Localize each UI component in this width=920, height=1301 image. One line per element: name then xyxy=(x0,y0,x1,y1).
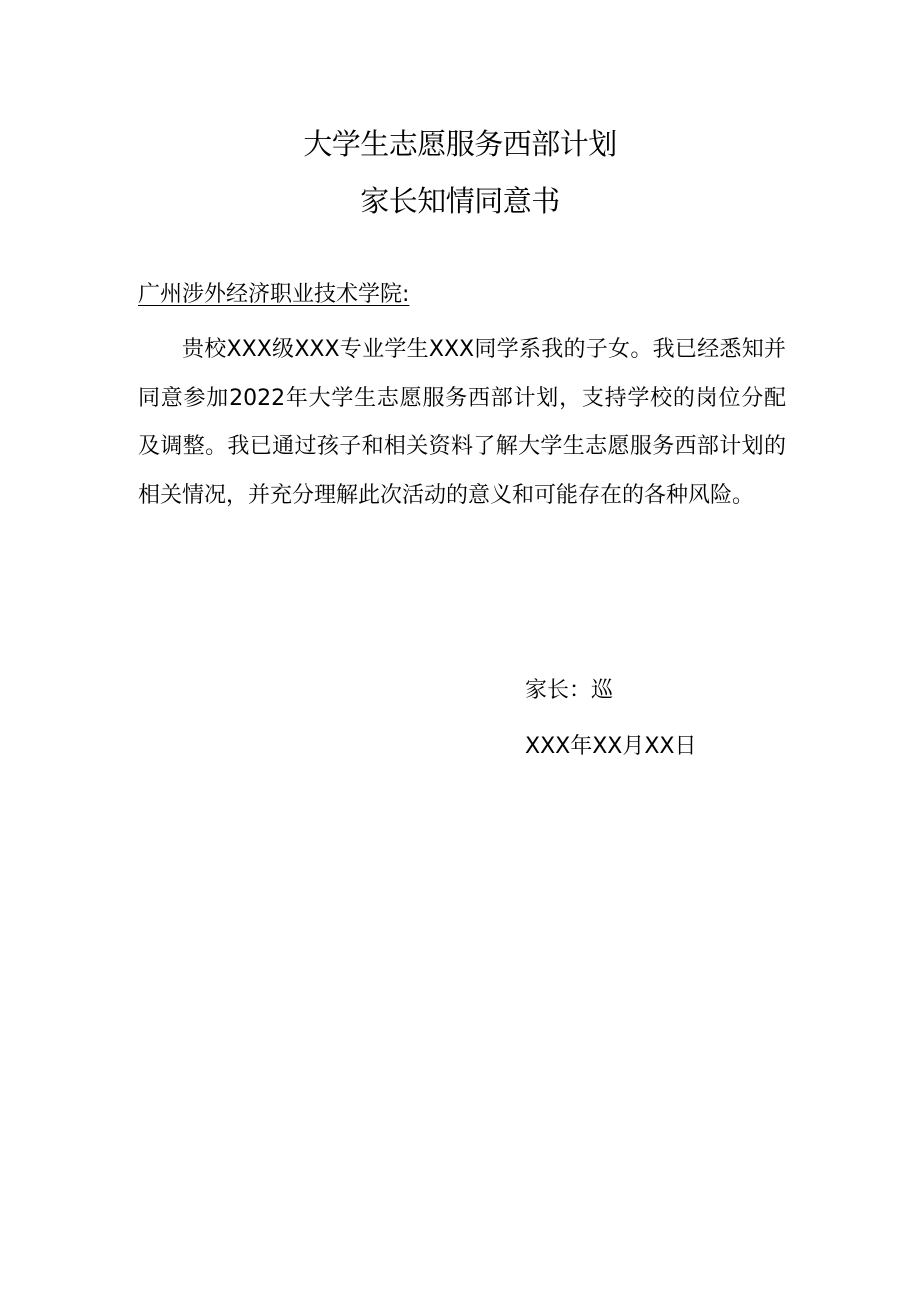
body-paragraph: 贵校XXX级XXX专业学生XXX同学系我的子女。我已经悉知并同意参加2022年大学生志愿服务西部计划，支持学校的岗位分配及调整。我已通过孩子和相关资料了解大学生志愿服务西部计划的相关情况，并充分理解此次活动的意义和可能存在的各种风险。 xyxy=(138,337,786,508)
document-subtitle: 家长知情同意书 xyxy=(360,184,560,218)
signature-date: XXX年XX月XX日 xyxy=(525,734,697,759)
parent-signature: 家长：巡 xyxy=(525,678,614,703)
document-title: 大学生志愿服务西部计划 xyxy=(303,127,617,161)
salutation: 广州涉外经济职业技术学院: xyxy=(138,282,410,307)
